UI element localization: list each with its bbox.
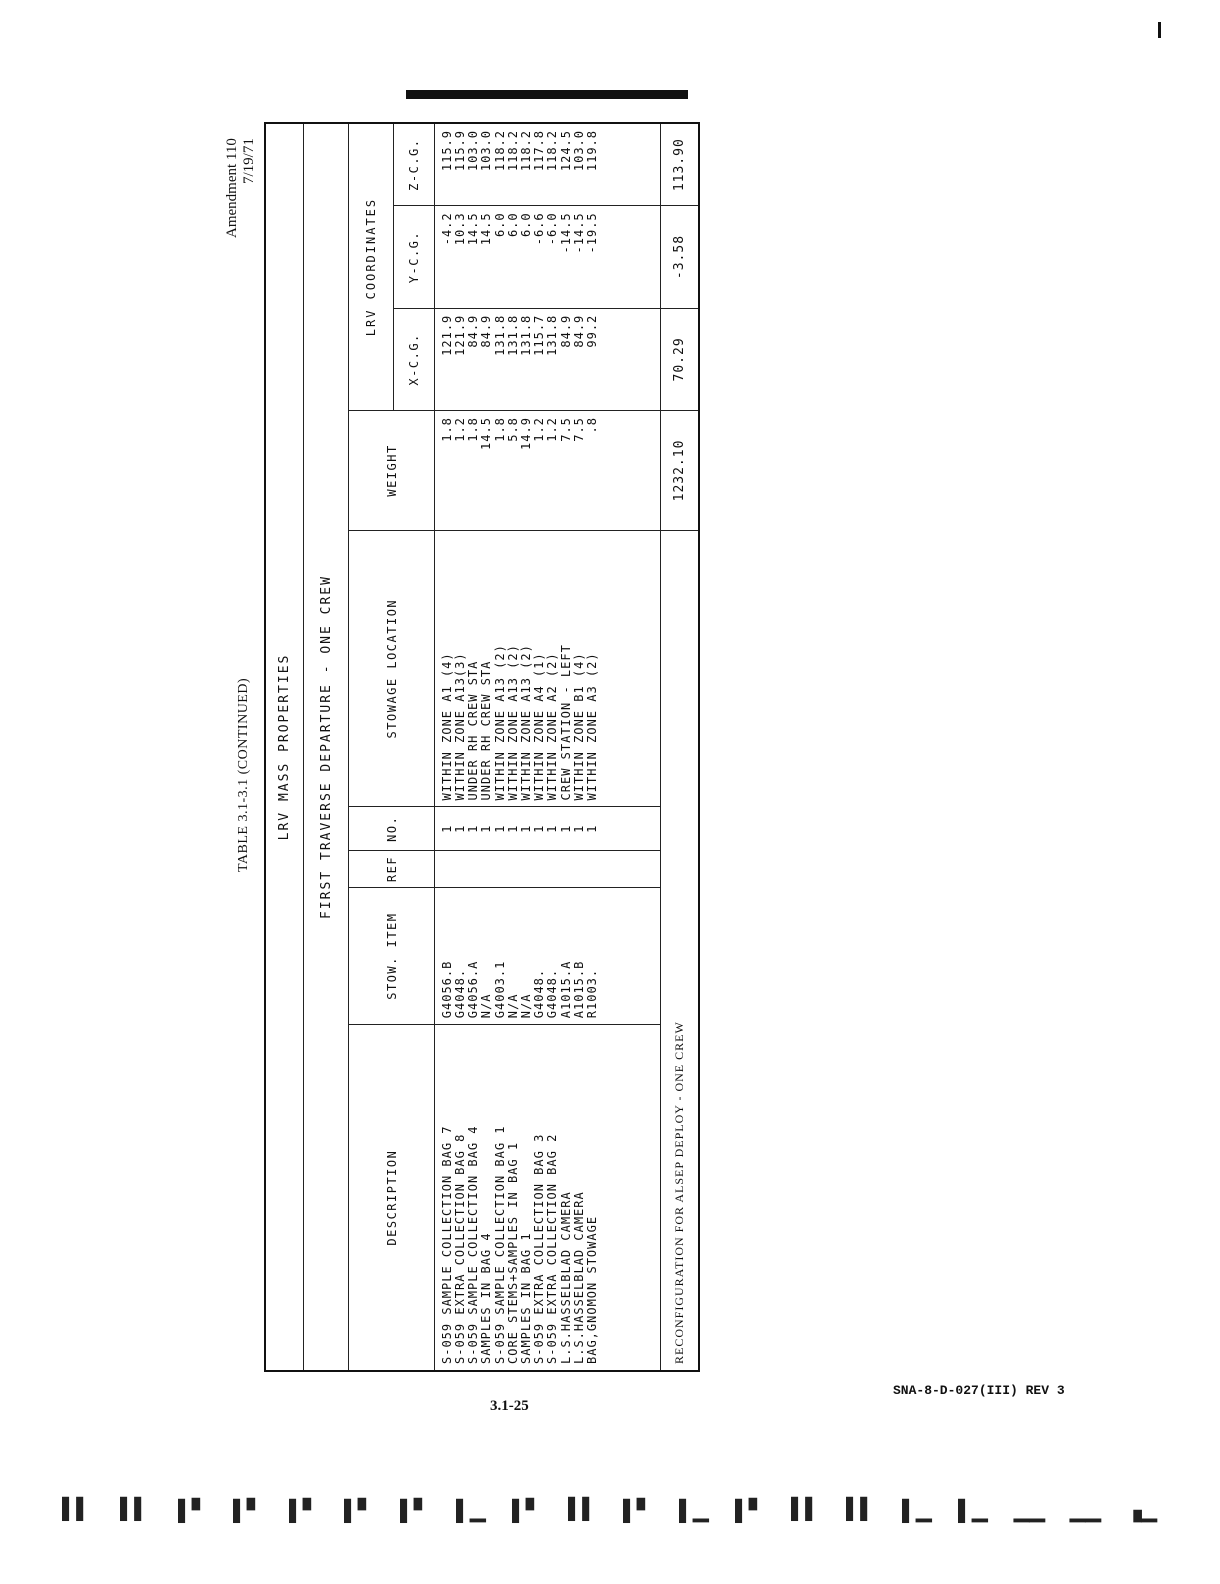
scan-mark: ▌▌ (846, 1498, 875, 1520)
scan-mark: ▗▁ (1126, 1500, 1157, 1522)
scan-mark: ▌▁ (679, 1500, 709, 1522)
page-number: 3.1-25 (490, 1398, 529, 1414)
corner-tick-mark (1158, 22, 1161, 38)
document-number: SNA-8-D-027(III) REV 3 (893, 1383, 1065, 1398)
total-weight: 1232.10 (660, 411, 699, 531)
total-label: RECONFIGURATION FOR ALSEP DEPLOY - ONE CREW (660, 530, 699, 1371)
col-z-cg: Z-C.G. (394, 123, 435, 206)
table-heading: LRV MASS PROPERTIES (265, 123, 304, 1371)
x-cg-cell: 121.9 121.9 84.9 84.9 131.8 131.8 131.8 115.7 131.8 84.9 84.9 99.2 (434, 308, 660, 410)
y-cg-cell: -4.2 10.3 14.5 14.5 6.0 6.0 6.0 -6.6 -6.0 -14.5 -14.5 -19.5 (434, 206, 660, 308)
scan-mark: ▌▁ (958, 1500, 988, 1522)
col-x-cg: X-C.G. (394, 308, 435, 410)
total-x-cg: 70.29 (660, 308, 699, 410)
scan-mark: ▌▌ (568, 1498, 597, 1520)
scan-marks-row (60, 1498, 1160, 1522)
scan-mark: ▌▘ (178, 1500, 208, 1522)
total-z-cg: 113.90 (660, 123, 699, 206)
col-weight: WEIGHT (349, 411, 434, 531)
col-stowage-location: STOWAGE LOCATION (349, 530, 434, 807)
table-subheading: FIRST TRAVERSE DEPARTURE - ONE CREW (304, 123, 349, 1371)
total-row (660, 123, 699, 1371)
weight-cell: 1.8 1.2 1.8 14.5 1.8 5.8 14.9 1.2 1.2 7.5 7.5 .8 (434, 411, 660, 531)
col-y-cg: Y-C.G. (394, 206, 435, 308)
col-ref: REF (349, 851, 434, 888)
col-no: NO. (349, 807, 434, 851)
redaction-bar (406, 90, 688, 99)
scan-mark: ▌▘ (289, 1500, 319, 1522)
col-lrv-coordinates: LRV COORDINATES (349, 123, 394, 411)
description-cell: S-059 SAMPLE COLLECTION BAG 7 S-059 EXTRA COLLECTION BAG 8 S-059 SAMPLE COLLECTION BAG 4 SAMPLES IN BAG 4 S-059 SAMPLE COLLECTION BAG 1 CORE STEMS+SAMPLES IN BAG 1 SAMPLES IN BAG 1 S-059 EXTRA COLLECTION BAG 3 S-059 EXTRA COLLECTION BAG 2 L.S.HASSELBLAD CAMERA L.S.HASSELBLAD CAMERA BAG,GNOMON STOWAGE (434, 1025, 660, 1371)
scan-mark: ▌▁ (902, 1500, 932, 1522)
scan-mark: ▌▘ (623, 1500, 653, 1522)
scan-mark: ▁▁ (1014, 1500, 1045, 1522)
col-stow-item: STOW. ITEM (349, 888, 434, 1025)
z-cg-cell: 115.9 115.9 103.0 103.0 118.2 118.2 118.2 117.8 118.2 124.5 103.0 119.8 (434, 123, 660, 206)
scan-mark: ▌▌ (62, 1498, 91, 1520)
amendment-date: 7/19/71 (241, 138, 257, 184)
mass-properties-table (264, 122, 700, 1372)
scan-mark: ▌▘ (344, 1500, 374, 1522)
scan-mark: ▌▌ (120, 1498, 149, 1520)
stowage-location-cell: WITHIN ZONE A1 (4) WITHIN ZONE A13(3) UNDER RH CREW STA UNDER RH CREW STA WITHIN ZONE A13 (2) WITHIN ZONE A13 (2) WITHIN ZONE A13 (2) WITHIN ZONE A4 (1) WITHIN ZONE A2 (2) CREW STATION - LEFT WITHIN ZONE B1 (4) WITHIN ZONE A3 (2) (434, 530, 660, 807)
table-title: TABLE 3.1-3.1 (CONTINUED) (236, 677, 251, 872)
scan-mark: ▁▁ (1070, 1500, 1101, 1522)
scan-mark: ▌▘ (735, 1500, 765, 1522)
scan-mark: ▌▁ (456, 1500, 486, 1522)
amendment-number: Amendment 110 (224, 138, 240, 238)
scan-mark: ▌▘ (233, 1500, 263, 1522)
scan-mark: ▌▘ (400, 1500, 430, 1522)
scan-mark: ▌▘ (512, 1500, 542, 1522)
scan-mark: ▌▌ (791, 1498, 820, 1520)
stow-item-cell: G4056.B G4048. G4056.A N/A G4003.1 N/A N/A G4048. G4048. A1015.A A1015.B R1003. (434, 888, 660, 1025)
no-cell: 1 1 1 1 1 1 1 1 1 1 1 1 (434, 807, 660, 851)
col-description: DESCRIPTION (349, 1025, 434, 1371)
ref-cell (434, 851, 660, 888)
table-row (434, 123, 660, 1371)
total-y-cg: -3.58 (660, 206, 699, 308)
